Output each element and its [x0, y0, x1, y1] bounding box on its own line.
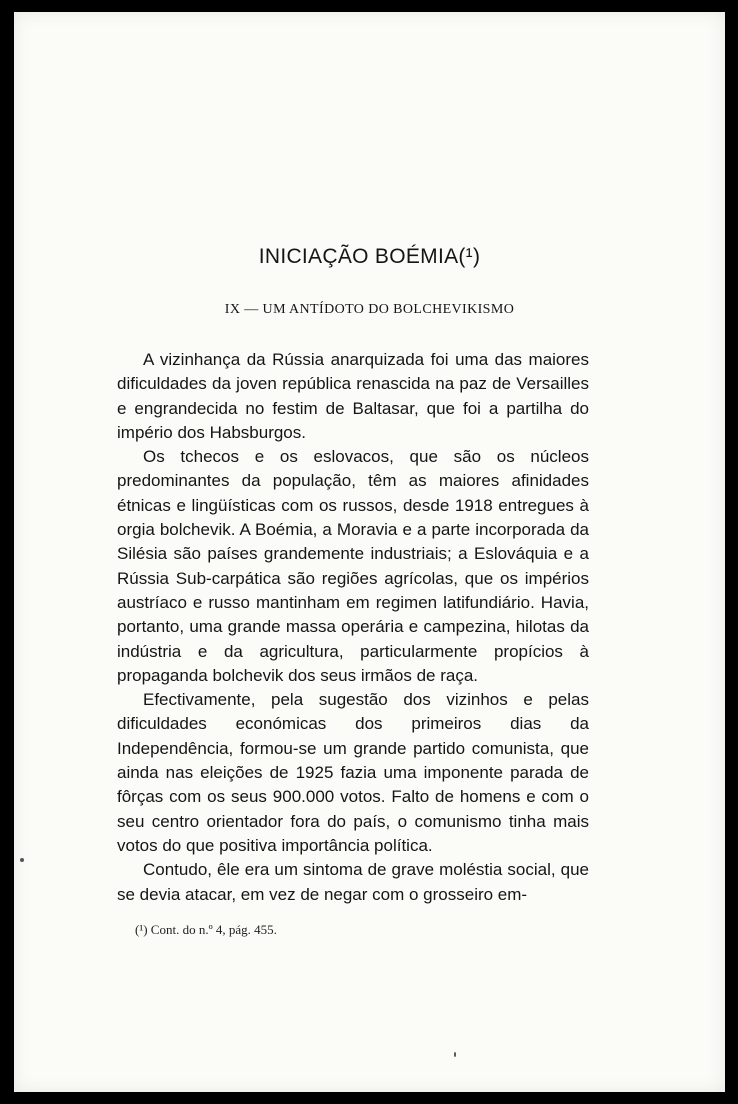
paragraph: Efectivamente, pela sugestão dos vizinhos e pelas dificuldades económicas dos primeiros dias da Independência, formou-se um grande partido comunista, que ainda nas eleições de 1925 fazia uma imponente parada de fôrças com os seus 900.000 votos. Falto de homens e com o seu centro orientador fora do país, o comunismo tinha mais votos do que positiva importância política.	[117, 690, 589, 855]
title-footnote-mark: (¹)	[458, 245, 481, 268]
paragraph: A vizinhança da Rússia anarquizada foi uma das maiores dificuldades da joven república renascida na paz de Versailles e engrandecida no festim de Baltasar, que foi a partilha do império dos Habsburgos.	[117, 350, 589, 442]
paragraph: Os tchecos e os eslovacos, que são os núcleos predominantes da população, têm as maiores afinidades étnicas e lingüísticas com os russos, desde 1918 entregues à orgia bolchevik. A Boémia, a Moravia e a parte incorporada da Silésia são países grandemente industriais; a Eslováquia e a Rússia Sub-carpática são regiões agrícolas, que os impérios austríaco e russo mantinham em regimen latifundiário. Havia, portanto, uma grande massa operária e campezina, hilotas da indústria e da agricultura, particularmente propícios à propaganda bolchevik dos seus irmãos de raça.	[117, 447, 589, 685]
body-text	[117, 348, 589, 907]
book-page	[14, 12, 725, 1092]
scan-speck	[454, 1052, 456, 1057]
paragraph: Contudo, êle era um sintoma de grave moléstia social, que se devia atacar, em vez de negar com o grosseiro em-	[117, 860, 589, 904]
scan-speck	[20, 858, 24, 862]
chapter-title-text: INICIAÇÃO BOÉMIA	[258, 245, 459, 268]
section-subtitle: IX — UM ANTÍDOTO DO BOLCHEVIKISMO	[224, 302, 515, 317]
chapter-title	[14, 245, 725, 269]
footnote: (¹) Cont. do n.º 4, pág. 455.	[135, 922, 277, 937]
